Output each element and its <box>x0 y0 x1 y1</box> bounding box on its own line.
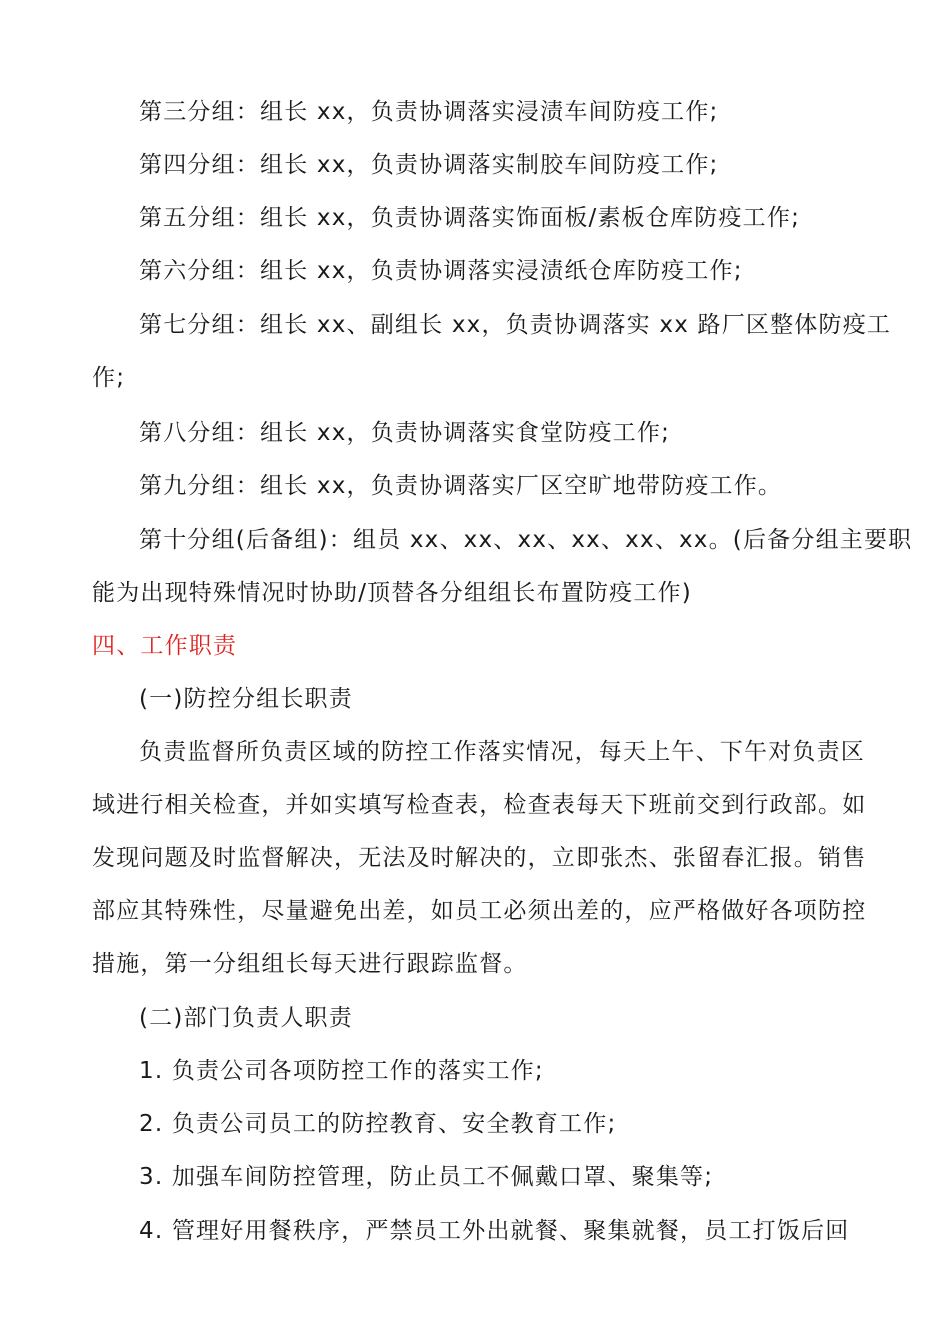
paragraph-line-1: 负责监督所负责区域的防控工作落实情况，每天上午、下午对负责区 <box>139 739 865 765</box>
section-heading-duties: 四、工作职责 <box>92 633 238 659</box>
paragraph-line-5: 措施，第一分组组长每天进行跟踪监督。 <box>92 951 528 977</box>
list-item-3: 3. 加强车间防控管理，防止员工不佩戴口罩、聚集等; <box>139 1164 714 1190</box>
subheading-dept-head-duties: (二)部门负责人职责 <box>139 1005 353 1031</box>
subheading-group-leader-duties: (一)防控分组长职责 <box>139 686 353 712</box>
group-5-line: 第五分组：组长 xx，负责协调落实饰面板/素板仓库防疫工作; <box>139 205 801 231</box>
paragraph-line-3: 发现问题及时监督解决，无法及时解决的，立即张杰、张留春汇报。销售 <box>92 845 867 871</box>
list-item-2: 2. 负责公司员工的防控教育、安全教育工作; <box>139 1111 617 1137</box>
list-item-4: 4. 管理好用餐秩序，严禁员工外出就餐、聚集就餐，员工打饭后回 <box>139 1218 850 1244</box>
group-7-line-cont: 作; <box>92 365 126 391</box>
group-3-line: 第三分组：组长 xx，负责协调落实浸渍车间防疫工作; <box>139 99 719 125</box>
group-10-line-cont: 能为出现特殊情况时协助/顶替各分组组长布置防疫工作) <box>92 580 692 606</box>
list-item-1: 1. 负责公司各项防控工作的落实工作; <box>139 1058 544 1084</box>
group-6-line: 第六分组：组长 xx，负责协调落实浸渍纸仓库防疫工作; <box>139 258 743 284</box>
group-4-line: 第四分组：组长 xx，负责协调落实制胶车间防疫工作; <box>139 152 719 178</box>
paragraph-line-2: 域进行相关检查，并如实填写检查表，检查表每天下班前交到行政部。如 <box>92 792 867 818</box>
group-7-line: 第七分组：组长 xx、副组长 xx，负责协调落实 xx 路厂区整体防疫工 <box>139 312 892 338</box>
paragraph-line-4: 部应其特殊性，尽量避免出差，如员工必须出差的，应严格做好各项防控 <box>92 898 867 924</box>
group-8-line: 第八分组：组长 xx，负责协调落实食堂防疫工作; <box>139 420 671 446</box>
group-9-line: 第九分组：组长 xx，负责协调落实厂区空旷地带防疫工作。 <box>139 473 783 499</box>
group-10-line: 第十分组(后备组)：组员 xx、xx、xx、xx、xx、xx。(后备分组主要职 <box>139 527 913 553</box>
